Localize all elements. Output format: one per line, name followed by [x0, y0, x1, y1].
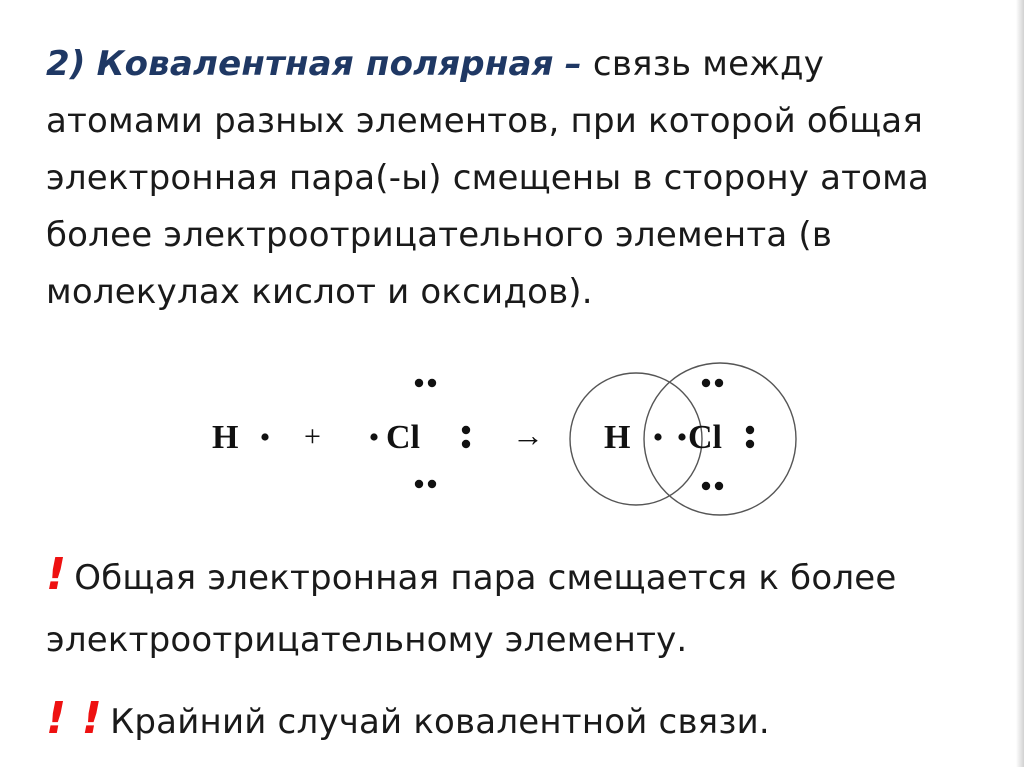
product-cl-lone-pair-top: [702, 379, 723, 387]
h-electron: [261, 433, 268, 440]
product-cl-lone-pair-right: [746, 426, 754, 448]
note2-text-1: Крайний случай ковалентной связи.: [110, 702, 770, 742]
definition-line-1: [46, 36, 1006, 93]
note1-line-2: электроотрицательному элементу.: [46, 620, 688, 660]
exclamation-icon: !: [46, 549, 67, 600]
double-exclamation-icon: ! !: [46, 693, 103, 744]
note1-line-1: [46, 544, 1006, 609]
note2-line-1: [46, 688, 1006, 753]
shared-electron-pair: [654, 433, 685, 440]
definition-paragraph: [46, 36, 1006, 321]
product-h-symbol: H: [604, 419, 631, 456]
definition-term: Ковалентная полярная: [96, 44, 554, 84]
definition-text-1: связь между: [592, 44, 825, 84]
product-cl-lone-pair-bottom: [702, 482, 723, 490]
definition-dash: –: [564, 44, 582, 84]
definition-number: 2): [46, 44, 86, 84]
slide-edge-shadow: [1016, 0, 1024, 767]
cl-lone-pair-top: [415, 379, 436, 387]
cl-lone-pair-bottom: [415, 480, 436, 488]
reaction-arrow: →: [512, 417, 544, 453]
reactant-h-symbol: H: [212, 419, 239, 456]
cl-lone-pair-right: [462, 426, 470, 448]
definition-line-2: атомами разных элементов, при которой общая: [46, 101, 923, 141]
definition-line-4: более электроотрицательного элемента (в: [46, 215, 833, 255]
note-extreme-case: [46, 688, 1006, 753]
note1-text-1: Общая электронная пара смещается к более: [74, 558, 897, 598]
note-electron-shift: [46, 544, 1006, 671]
definition-line-3: электронная пара(-ы) смещены в сторону атома: [46, 158, 930, 198]
lewis-diagram: [200, 360, 820, 520]
definition-line-5: молекулах кислот и оксидов).: [46, 272, 593, 312]
plus-sign: +: [304, 420, 321, 453]
cl-left-electron: [370, 433, 377, 440]
product-cl-symbol: Cl: [688, 419, 722, 456]
reactant-cl-symbol: Cl: [386, 419, 420, 456]
